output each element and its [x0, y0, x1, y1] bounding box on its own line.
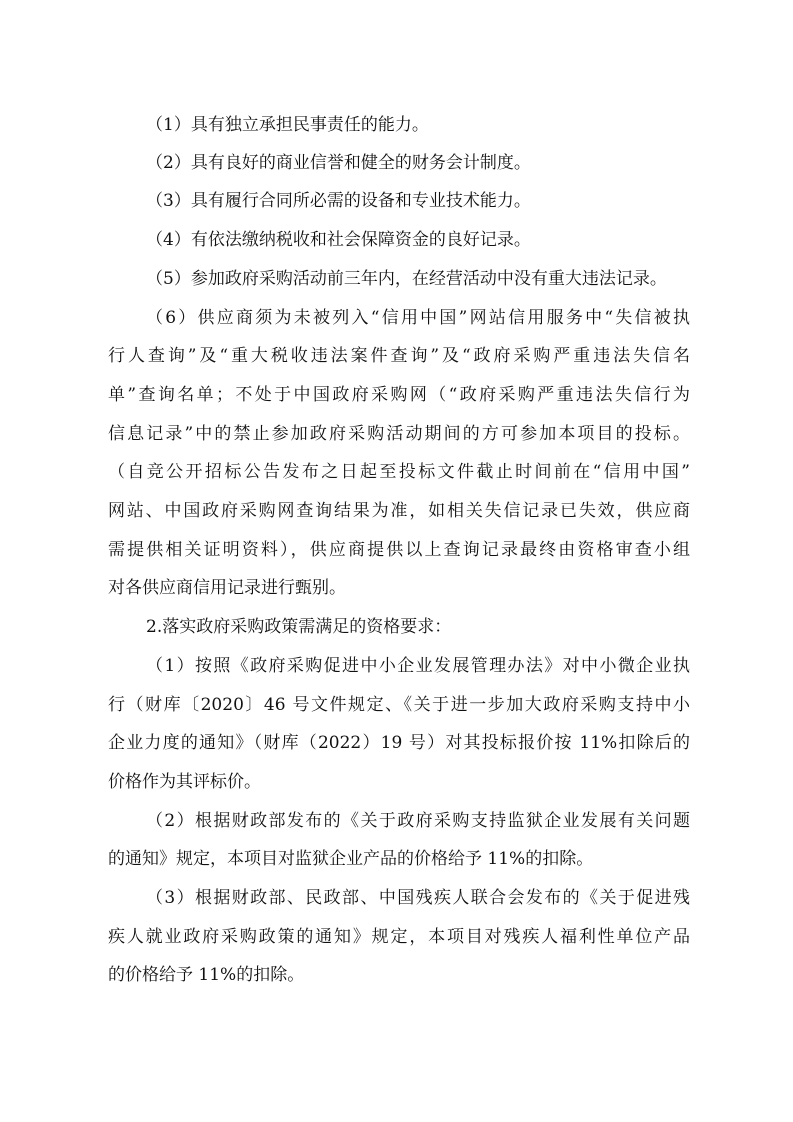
text-line: （2）具有良好的商业信誉和健全的财务会计制度。	[146, 153, 531, 173]
text-line: 行（财库〔2020〕46 号文件规定、《关于进一步加大政府采购支持中小	[108, 695, 690, 715]
text-line: （5）参加政府采购活动前三年内，在经营活动中没有重大违法记录。	[146, 269, 667, 289]
text-line: （1）按照《政府采购促进中小企业发展管理办法》对中小微企业执	[146, 656, 690, 676]
text-line: （3）根据财政部、民政部、中国残疾人联合会发布的《关于促进残	[146, 888, 690, 908]
text-line: （6）供应商须为未被列入“信用中国”网站信用服务中“失信被执	[146, 308, 690, 328]
text-line: 行人查询”及“重大税收违法案件查询”及“政府采购严重违法失信名	[108, 346, 690, 366]
text-line: （3）具有履行合同所必需的设备和专业技术能力。	[146, 191, 531, 211]
text-line: 价格作为其评标价。	[108, 772, 261, 792]
text-line: （4）有依法缴纳税收和社会保障资金的良好记录。	[146, 230, 531, 250]
text-line: 的通知》规定，本项目对监狱企业产品的价格给予 11%的扣除。	[108, 849, 594, 869]
text-line: 需提供相关证明资料），供应商提供以上查询记录最终由资格审查小组	[108, 540, 690, 560]
text-line: 企业力度的通知》（财库（2022）19 号）对其投标报价按 11%扣除后的	[108, 733, 690, 753]
text-line: 疾人就业政府采购政策的通知》规定，本项目对残疾人福利性单位产品	[108, 927, 690, 947]
section-heading: 2.落实政府采购政策需满足的资格要求：	[146, 617, 452, 637]
text-line: 网站、中国政府采购网查询结果为准，如相关失信记录已失效，供应商	[108, 501, 690, 521]
text-line: （2）根据财政部发布的《关于政府采购支持监狱企业发展有关问题	[146, 811, 690, 831]
text-line: 单”查询名单；不处于中国政府采购网（“政府采购严重违法失信行为	[108, 385, 690, 405]
text-line: 对各供应商信用记录进行甄别。	[108, 578, 346, 598]
text-line: （1）具有独立承担民事责任的能力。	[146, 115, 429, 135]
text-line: （自竞公开招标公告发布之日起至投标文件截止时间前在“信用中国”	[108, 462, 690, 482]
text-line: 信息记录”中的禁止参加政府采购活动期间的方可参加本项目的投标。	[108, 424, 690, 444]
text-line: 的价格给予 11%的扣除。	[108, 965, 305, 985]
